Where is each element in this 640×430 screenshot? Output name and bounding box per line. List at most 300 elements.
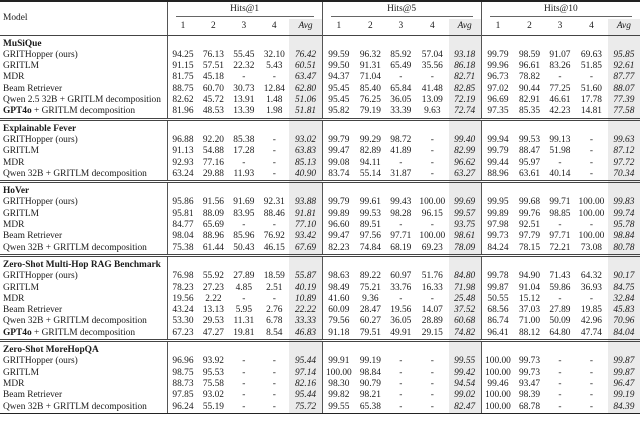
table-row (0, 316, 640, 327)
avg-cell: 99.83 (608, 197, 640, 208)
value-cell: 99.53 (518, 134, 541, 145)
value-cell: 78.23 (167, 283, 198, 294)
value-cell: 91.18 (322, 328, 355, 341)
avg-cell: 78.09 (449, 243, 482, 256)
table-row (0, 72, 640, 83)
table-row (0, 390, 640, 401)
value-cell: 99.89 (322, 209, 355, 220)
model-name: Qwen 32B + GRITLM decomposition (0, 169, 167, 182)
empty-cell (229, 119, 259, 135)
avg-cell: 92.61 (608, 61, 640, 72)
subcol-avg: Avg (449, 19, 482, 35)
value-cell: 100.00 (481, 390, 514, 401)
section-header-row (0, 35, 640, 50)
value-cell: 88.47 (518, 146, 541, 157)
value-cell: 15.12 (518, 293, 541, 304)
model-name-bold: GPT4o (3, 327, 32, 338)
value-cell: 100.00 (322, 368, 355, 379)
section-title: Zero-Shot MoreHopQA (0, 341, 167, 357)
value-cell: 97.56 (359, 231, 381, 242)
subcol-4: 4 (589, 21, 594, 32)
avg-cell: 63.83 (289, 146, 322, 157)
value-cell: 92.20 (202, 134, 224, 145)
value-cell: 55.19 (198, 402, 228, 414)
value-cell: 99.59 (322, 50, 355, 61)
avg-cell: 91.81 (289, 209, 322, 220)
value-cell: - (430, 367, 434, 378)
avg-cell: 98.84 (608, 231, 640, 242)
value-cell: 96.24 (167, 402, 198, 414)
table-row (0, 135, 640, 146)
value-cell: 50.43 (229, 243, 259, 256)
model-name: GRITLM (3, 367, 39, 378)
value-cell: - (430, 220, 434, 231)
empty-cell (229, 341, 259, 357)
empty-cell (198, 119, 228, 135)
value-cell: 81.75 (167, 72, 198, 83)
section-header-row (0, 182, 640, 198)
value-cell: - (272, 356, 276, 367)
value-cell: 71.43 (549, 271, 571, 282)
value-cell: 83.26 (549, 61, 571, 72)
value-cell: 97.71 (390, 231, 412, 242)
avg-cell: 71.98 (449, 283, 482, 294)
table-row (0, 106, 640, 119)
value-cell: 57.04 (421, 49, 443, 60)
subcol-4: 4 (271, 21, 277, 32)
value-cell: - (430, 72, 434, 83)
value-cell: 99.46 (481, 379, 514, 390)
empty-cell (608, 119, 640, 135)
value-cell: 41.89 (390, 146, 412, 157)
value-cell: 99.61 (359, 197, 381, 208)
value-cell: 77.16 (202, 157, 224, 168)
value-cell: - (589, 367, 593, 378)
value-cell: 33.39 (386, 106, 416, 119)
table-row (0, 356, 640, 367)
value-cell: 88.96 (202, 231, 224, 242)
value-cell: 60.09 (322, 305, 355, 316)
value-cell: 30.73 (233, 83, 255, 94)
value-cell: 98.59 (518, 49, 541, 60)
value-cell: 100.00 (481, 368, 514, 379)
avg-cell: 84.39 (608, 402, 640, 414)
value-cell: 51.60 (580, 83, 602, 94)
value-cell: 97.02 (481, 84, 514, 95)
model-name: MDR (3, 293, 25, 304)
avg-cell: 93.42 (289, 231, 322, 242)
avg-cell: 99.40 (449, 135, 482, 146)
value-cell: 4.85 (235, 282, 253, 293)
value-cell: 64.32 (580, 271, 602, 282)
value-cell: 100.00 (481, 402, 514, 414)
value-cell: - (430, 293, 434, 304)
avg-cell: 84.80 (449, 271, 482, 282)
empty-cell (416, 255, 449, 271)
value-cell: 88.96 (481, 169, 514, 182)
value-cell: - (242, 356, 246, 367)
value-cell: 98.84 (359, 367, 381, 378)
value-cell: 99.50 (322, 61, 355, 72)
avg-cell: 99.74 (608, 209, 640, 220)
avg-cell: 40.90 (289, 169, 322, 182)
value-cell: 94.25 (167, 50, 198, 61)
value-cell: 76.25 (359, 95, 381, 106)
value-cell: 42.23 (545, 106, 575, 119)
value-cell: 99.68 (518, 197, 541, 208)
avg-cell: 60.51 (289, 61, 322, 72)
value-cell: 99.82 (322, 390, 355, 401)
empty-cell (289, 255, 322, 271)
empty-cell (481, 182, 514, 198)
empty-cell (575, 255, 608, 271)
value-cell: 17.78 (580, 95, 602, 106)
avg-cell: 93.18 (449, 50, 482, 61)
model-name-bold: GPT4o (3, 106, 32, 117)
value-cell: - (430, 157, 434, 168)
value-cell: 99.87 (481, 283, 514, 294)
value-cell: 55.92 (202, 271, 224, 282)
empty-cell (575, 35, 608, 50)
value-cell: 99.95 (481, 197, 514, 208)
value-cell: - (272, 134, 276, 145)
header-groups-row (0, 1, 640, 19)
value-cell: 48.53 (198, 106, 228, 119)
value-cell: - (242, 72, 246, 83)
avg-cell: 75.72 (289, 402, 322, 414)
value-cell: 95.81 (167, 209, 198, 220)
value-cell: 37.03 (518, 305, 541, 316)
value-cell: 13.13 (202, 305, 224, 316)
table-row (0, 84, 640, 95)
value-cell: 78.82 (518, 72, 541, 83)
value-cell: 63.61 (514, 169, 544, 182)
value-cell: 96.60 (322, 220, 355, 231)
value-cell: 97.85 (167, 390, 198, 401)
value-cell: 82.91 (518, 95, 541, 106)
value-cell: 57.51 (202, 61, 224, 72)
value-cell: 11.93 (229, 169, 259, 182)
value-cell: 60.27 (359, 316, 381, 327)
empty-cell (289, 119, 322, 135)
avg-cell: 99.63 (608, 135, 640, 146)
value-cell: 68.19 (386, 243, 416, 256)
value-cell: - (575, 169, 608, 182)
empty-cell (386, 119, 416, 135)
value-cell: 17.28 (233, 146, 255, 157)
value-cell: 85.96 (233, 231, 255, 242)
value-cell: 96.88 (167, 135, 198, 146)
empty-cell (481, 119, 514, 135)
value-cell: - (399, 367, 403, 378)
model-name (0, 328, 167, 341)
empty-cell (545, 255, 575, 271)
value-cell: 22.32 (233, 61, 255, 72)
avg-cell: 88.07 (608, 84, 640, 95)
value-cell: 95.97 (518, 157, 541, 168)
empty-cell (229, 255, 259, 271)
empty-cell (289, 182, 322, 198)
value-cell: 76.92 (263, 231, 285, 242)
avg-cell: 99.55 (449, 356, 482, 367)
value-cell: 83.74 (322, 169, 355, 182)
model-name-rest: + GRITLM decomposition (31, 106, 136, 117)
table-row (0, 169, 640, 182)
avg-cell: 51.81 (289, 106, 322, 119)
value-cell: - (259, 169, 289, 182)
model-name: GRITLM (3, 208, 39, 219)
value-cell: 72.21 (545, 243, 575, 256)
model-name: Beam Retriever (3, 231, 63, 242)
model-name: GRITHopper (ours) (3, 197, 78, 208)
avg-cell: 51.06 (289, 95, 322, 106)
avg-cell: 82.71 (449, 72, 482, 83)
avg-cell: 45.83 (608, 305, 640, 316)
empty-cell (416, 119, 449, 135)
avg-cell: 67.69 (289, 243, 322, 256)
value-cell: - (242, 293, 246, 304)
avg-cell: 82.47 (449, 402, 482, 414)
value-cell: 2.51 (266, 282, 283, 293)
value-cell: 42.96 (580, 316, 602, 327)
value-cell: 93.02 (202, 390, 224, 401)
model-name: MDR (3, 72, 25, 83)
value-cell: 1.98 (259, 106, 289, 119)
value-cell: 79.19 (355, 106, 385, 119)
empty-cell (386, 182, 416, 198)
empty-cell (167, 182, 198, 198)
avg-cell: 77.10 (289, 220, 322, 231)
model-name: Beam Retriever (3, 390, 63, 401)
value-cell: 61.44 (198, 243, 228, 256)
model-name: GRITLM (3, 146, 39, 157)
value-cell: 91.13 (167, 146, 198, 157)
subcol-2: 2 (527, 21, 532, 32)
value-cell: 50.09 (549, 316, 571, 327)
value-cell: - (399, 157, 403, 168)
value-cell: 91.07 (549, 49, 571, 60)
value-cell: 18.59 (263, 271, 285, 282)
value-cell: 96.73 (481, 72, 514, 83)
value-cell: 50.55 (481, 294, 514, 305)
model-name: MDR (3, 220, 25, 231)
value-cell: 47.27 (198, 328, 228, 341)
value-cell: - (272, 390, 276, 401)
empty-cell (355, 182, 385, 198)
value-cell: 99.55 (322, 402, 355, 414)
value-cell: 100.00 (481, 356, 514, 367)
value-cell: 98.04 (167, 231, 198, 242)
empty-cell (514, 35, 544, 50)
avg-cell: 99.57 (449, 209, 482, 220)
table-row (0, 209, 640, 220)
value-cell: 92.51 (518, 220, 541, 231)
empty-cell (608, 255, 640, 271)
value-cell: - (545, 402, 575, 414)
empty-cell (259, 255, 289, 271)
value-cell: 100.00 (419, 197, 446, 208)
avg-cell: 99.19 (608, 390, 640, 401)
value-cell: - (558, 390, 562, 401)
avg-cell: 33.33 (289, 316, 322, 327)
model-name: GRITLM (3, 61, 39, 72)
avg-cell: 93.02 (289, 135, 322, 146)
value-cell: - (558, 72, 562, 83)
empty-cell (481, 35, 514, 50)
empty-cell (416, 341, 449, 357)
model-name: Beam Retriever (3, 83, 63, 94)
value-cell: - (589, 157, 593, 168)
value-cell: - (558, 157, 562, 168)
value-cell: - (386, 402, 416, 414)
empty-cell (545, 119, 575, 135)
value-cell: 13.91 (233, 95, 255, 106)
subcol-4: 4 (429, 21, 435, 32)
value-cell: 32.10 (263, 49, 285, 60)
value-cell: 65.84 (390, 83, 412, 94)
value-cell: - (416, 169, 449, 182)
value-cell: 53.30 (167, 316, 198, 327)
value-cell: 96.61 (518, 61, 541, 72)
value-cell: 99.08 (322, 158, 355, 169)
value-cell: - (589, 390, 593, 401)
value-cell: 99.29 (359, 134, 381, 145)
empty-cell (514, 119, 544, 135)
value-cell: 54.88 (202, 146, 224, 157)
empty-cell (198, 35, 228, 50)
value-cell: 49.91 (386, 328, 416, 341)
value-cell: 59.86 (549, 282, 571, 293)
value-cell: 94.37 (322, 72, 355, 83)
value-cell: 46.61 (549, 95, 571, 106)
value-cell: 82.23 (322, 243, 355, 256)
value-cell: 13.39 (229, 106, 259, 119)
value-cell: 85.38 (233, 134, 255, 145)
subcol-avg: Avg (289, 19, 322, 35)
avg-cell: 74.82 (449, 328, 482, 341)
value-cell: - (399, 293, 403, 304)
avg-cell: 82.85 (449, 84, 482, 95)
empty-cell (229, 182, 259, 198)
empty-cell (259, 182, 289, 198)
value-cell: - (399, 220, 403, 231)
model-column-header: Model (0, 1, 167, 35)
empty-cell (481, 255, 514, 271)
value-cell: 98.21 (359, 390, 381, 401)
empty-cell (355, 35, 385, 50)
value-cell: - (416, 402, 449, 414)
empty-cell (289, 341, 322, 357)
value-cell: 96.32 (359, 49, 381, 60)
value-cell: 60.97 (390, 271, 412, 282)
empty-cell (198, 182, 228, 198)
value-cell: 99.96 (481, 61, 514, 72)
value-cell: 79.56 (322, 316, 355, 327)
avg-cell: 99.69 (449, 197, 482, 208)
table-row (0, 379, 640, 390)
value-cell: 89.22 (359, 271, 381, 282)
table-row (0, 328, 640, 341)
value-cell: 97.35 (481, 106, 514, 119)
empty-cell (322, 119, 355, 135)
value-cell: 96.96 (167, 356, 198, 367)
hits-at-5-header: Hits@5 (322, 1, 481, 19)
table-row (0, 305, 640, 316)
avg-cell: 93.88 (289, 197, 322, 208)
subcol-3: 3 (398, 21, 404, 32)
value-cell: 93.92 (202, 356, 224, 367)
value-cell: 98.49 (322, 283, 355, 294)
value-cell: 69.23 (416, 243, 449, 256)
value-cell: 100.00 (578, 231, 605, 242)
value-cell: 92.31 (263, 197, 285, 208)
value-cell: 47.74 (575, 328, 608, 341)
empty-cell (229, 35, 259, 50)
empty-cell (545, 35, 575, 50)
value-cell: 78.15 (514, 243, 544, 256)
value-cell: 5.43 (266, 61, 283, 72)
value-cell: 97.98 (481, 220, 514, 231)
value-cell: 82.62 (167, 95, 198, 106)
value-cell: 9.36 (362, 293, 379, 304)
value-cell: 88.73 (167, 379, 198, 390)
empty-cell (322, 182, 355, 198)
avg-cell: 95.85 (608, 50, 640, 61)
subcol-1: 1 (481, 19, 514, 35)
avg-cell: 46.83 (289, 328, 322, 341)
table-row (0, 283, 640, 294)
value-cell: 95.82 (322, 106, 355, 119)
value-cell: 65.38 (355, 402, 385, 414)
avg-cell: 22.22 (289, 305, 322, 316)
value-cell: - (399, 356, 403, 367)
avg-cell: 95.44 (289, 390, 322, 401)
value-cell: 8.54 (259, 328, 289, 341)
section-header-row (0, 119, 640, 135)
value-cell: 79.51 (355, 328, 385, 341)
avg-cell: 86.18 (449, 61, 482, 72)
avg-cell: 80.78 (608, 243, 640, 256)
value-cell: 71.04 (359, 72, 381, 83)
model-name: GRITHopper (ours) (3, 271, 78, 282)
avg-cell: 63.27 (449, 169, 482, 182)
value-cell: 46.15 (259, 243, 289, 256)
value-cell: 51.76 (421, 271, 443, 282)
empty-cell (386, 255, 416, 271)
section-header-row (0, 341, 640, 357)
table-row (0, 158, 640, 169)
subcol-2: 2 (368, 21, 373, 32)
empty-cell (449, 255, 482, 271)
empty-cell (514, 255, 544, 271)
empty-cell (449, 182, 482, 198)
value-cell: 75.38 (167, 243, 198, 256)
value-cell: 85.35 (514, 106, 544, 119)
avg-cell: 99.87 (608, 356, 640, 367)
model-name: GRITHopper (ours) (3, 356, 78, 367)
table-row (0, 402, 640, 414)
value-cell: 99.47 (322, 146, 355, 157)
value-cell: 96.15 (421, 208, 443, 219)
value-cell: 36.05 (390, 316, 412, 327)
subcol-1: 1 (322, 19, 355, 35)
value-cell: 88.12 (514, 328, 544, 341)
value-cell: 100.00 (419, 231, 446, 242)
avg-cell: 37.52 (449, 305, 482, 316)
model-name: GRITHopper (ours) (3, 134, 78, 145)
value-cell: 45.72 (202, 95, 224, 106)
empty-cell (449, 35, 482, 50)
